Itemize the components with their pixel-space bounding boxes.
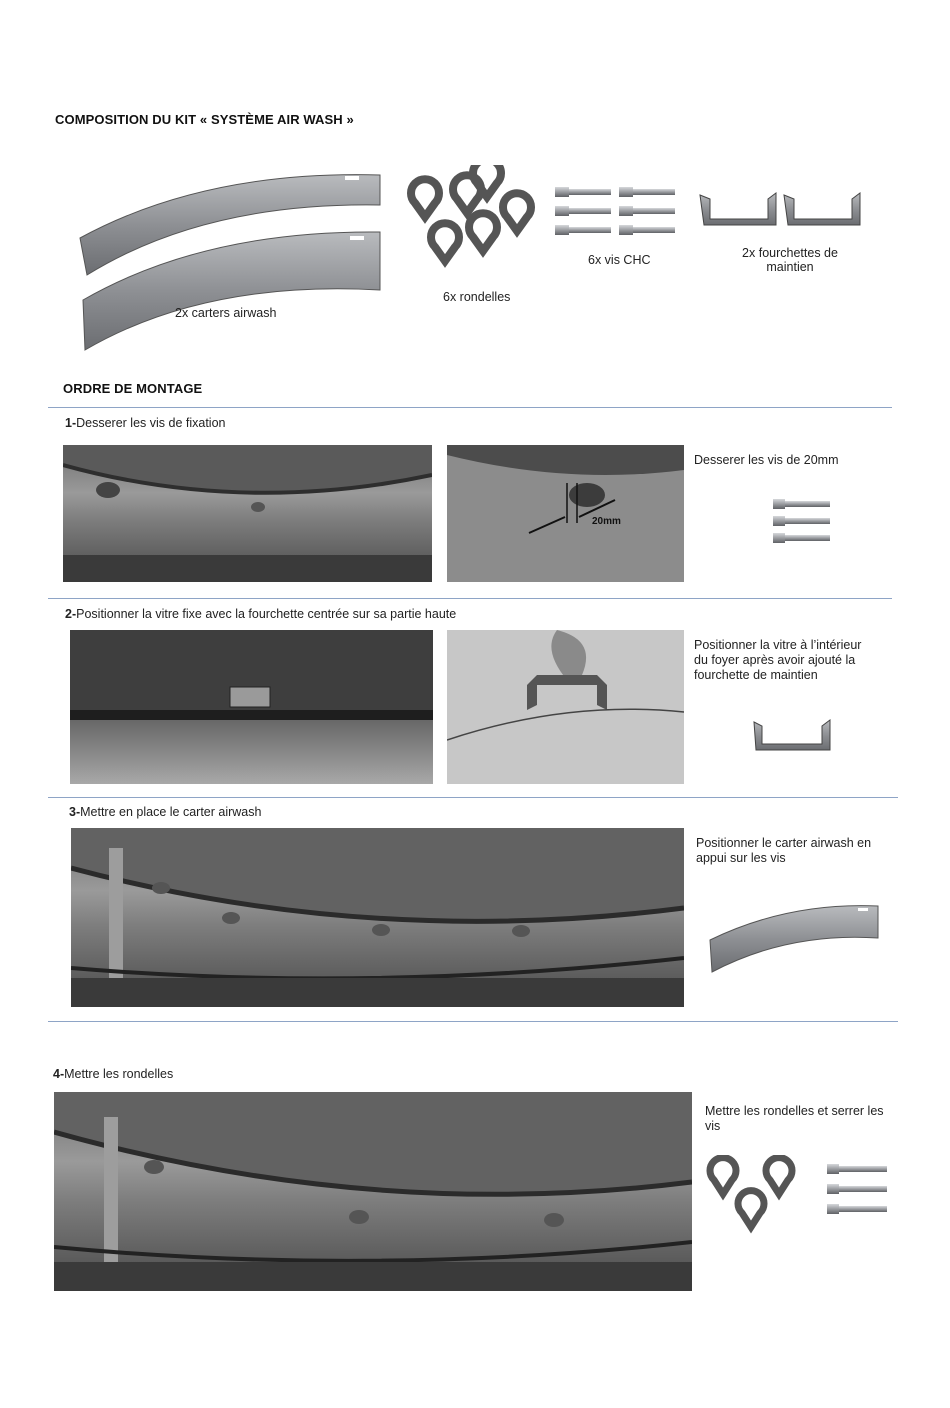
divider <box>48 797 898 798</box>
step-2-photo-b <box>447 630 684 784</box>
washers-icon <box>706 1155 806 1250</box>
fourchette-icon <box>752 714 834 752</box>
dimension-label: 20mm <box>592 516 621 527</box>
vis-chc-image <box>553 183 678 243</box>
divider <box>48 1021 898 1022</box>
step-1-heading <box>65 416 226 430</box>
step-1-description: Desserer les vis de 20mm <box>694 453 839 467</box>
step-number: 2- <box>65 607 77 621</box>
step-4-photo <box>54 1092 692 1291</box>
fourchettes-image <box>698 185 863 230</box>
step-number: 4- <box>53 1067 65 1081</box>
step-4-description: Mettre les rondelles et serrer les vis <box>705 1104 884 1133</box>
step-3-description: Positionner le carter airwash en appui sur les vis <box>696 836 872 865</box>
step-number: 1- <box>65 416 77 430</box>
step-1-photo-b <box>447 445 684 582</box>
divider <box>48 407 892 408</box>
assembly-title: ORDRE DE MONTAGE <box>63 381 203 396</box>
divider <box>48 598 892 599</box>
rondelles-image <box>395 165 540 280</box>
kit-item-fourchettes-label: 2x fourchettes de maintien <box>742 246 838 274</box>
step-title: Mettre en place le carter airwash <box>80 805 262 819</box>
step-number: 3- <box>69 805 81 819</box>
step-2-heading <box>65 607 456 621</box>
step-title: Mettre les rondelles <box>64 1067 174 1081</box>
step-3-heading <box>69 805 261 819</box>
step-title: Desserer les vis de fixation <box>76 416 226 430</box>
kit-title: COMPOSITION DU KIT « SYSTÈME AIR WASH » <box>55 112 354 127</box>
step-3-photo <box>71 828 684 1007</box>
step-2-photo-a <box>70 630 433 784</box>
kit-item-carters-label: 2x carters airwash <box>175 306 277 320</box>
kit-item-vis-label: 6x vis CHC <box>588 253 651 267</box>
step-title: Positionner la vitre fixe avec la fourchette centrée sur sa partie haute <box>76 607 457 621</box>
screws-icon <box>825 1160 889 1220</box>
screws-icon <box>771 495 833 547</box>
step-1-photo-a <box>63 445 432 582</box>
carter-airwash-image <box>75 150 385 355</box>
kit-item-rondelles-label: 6x rondelles <box>443 290 511 304</box>
carter-icon <box>708 900 880 975</box>
step-2-description: Positionner la vitre à l’intérieur du foyer après avoir ajouté la fourchette de maintien <box>694 638 862 682</box>
step-4-heading <box>53 1067 173 1081</box>
